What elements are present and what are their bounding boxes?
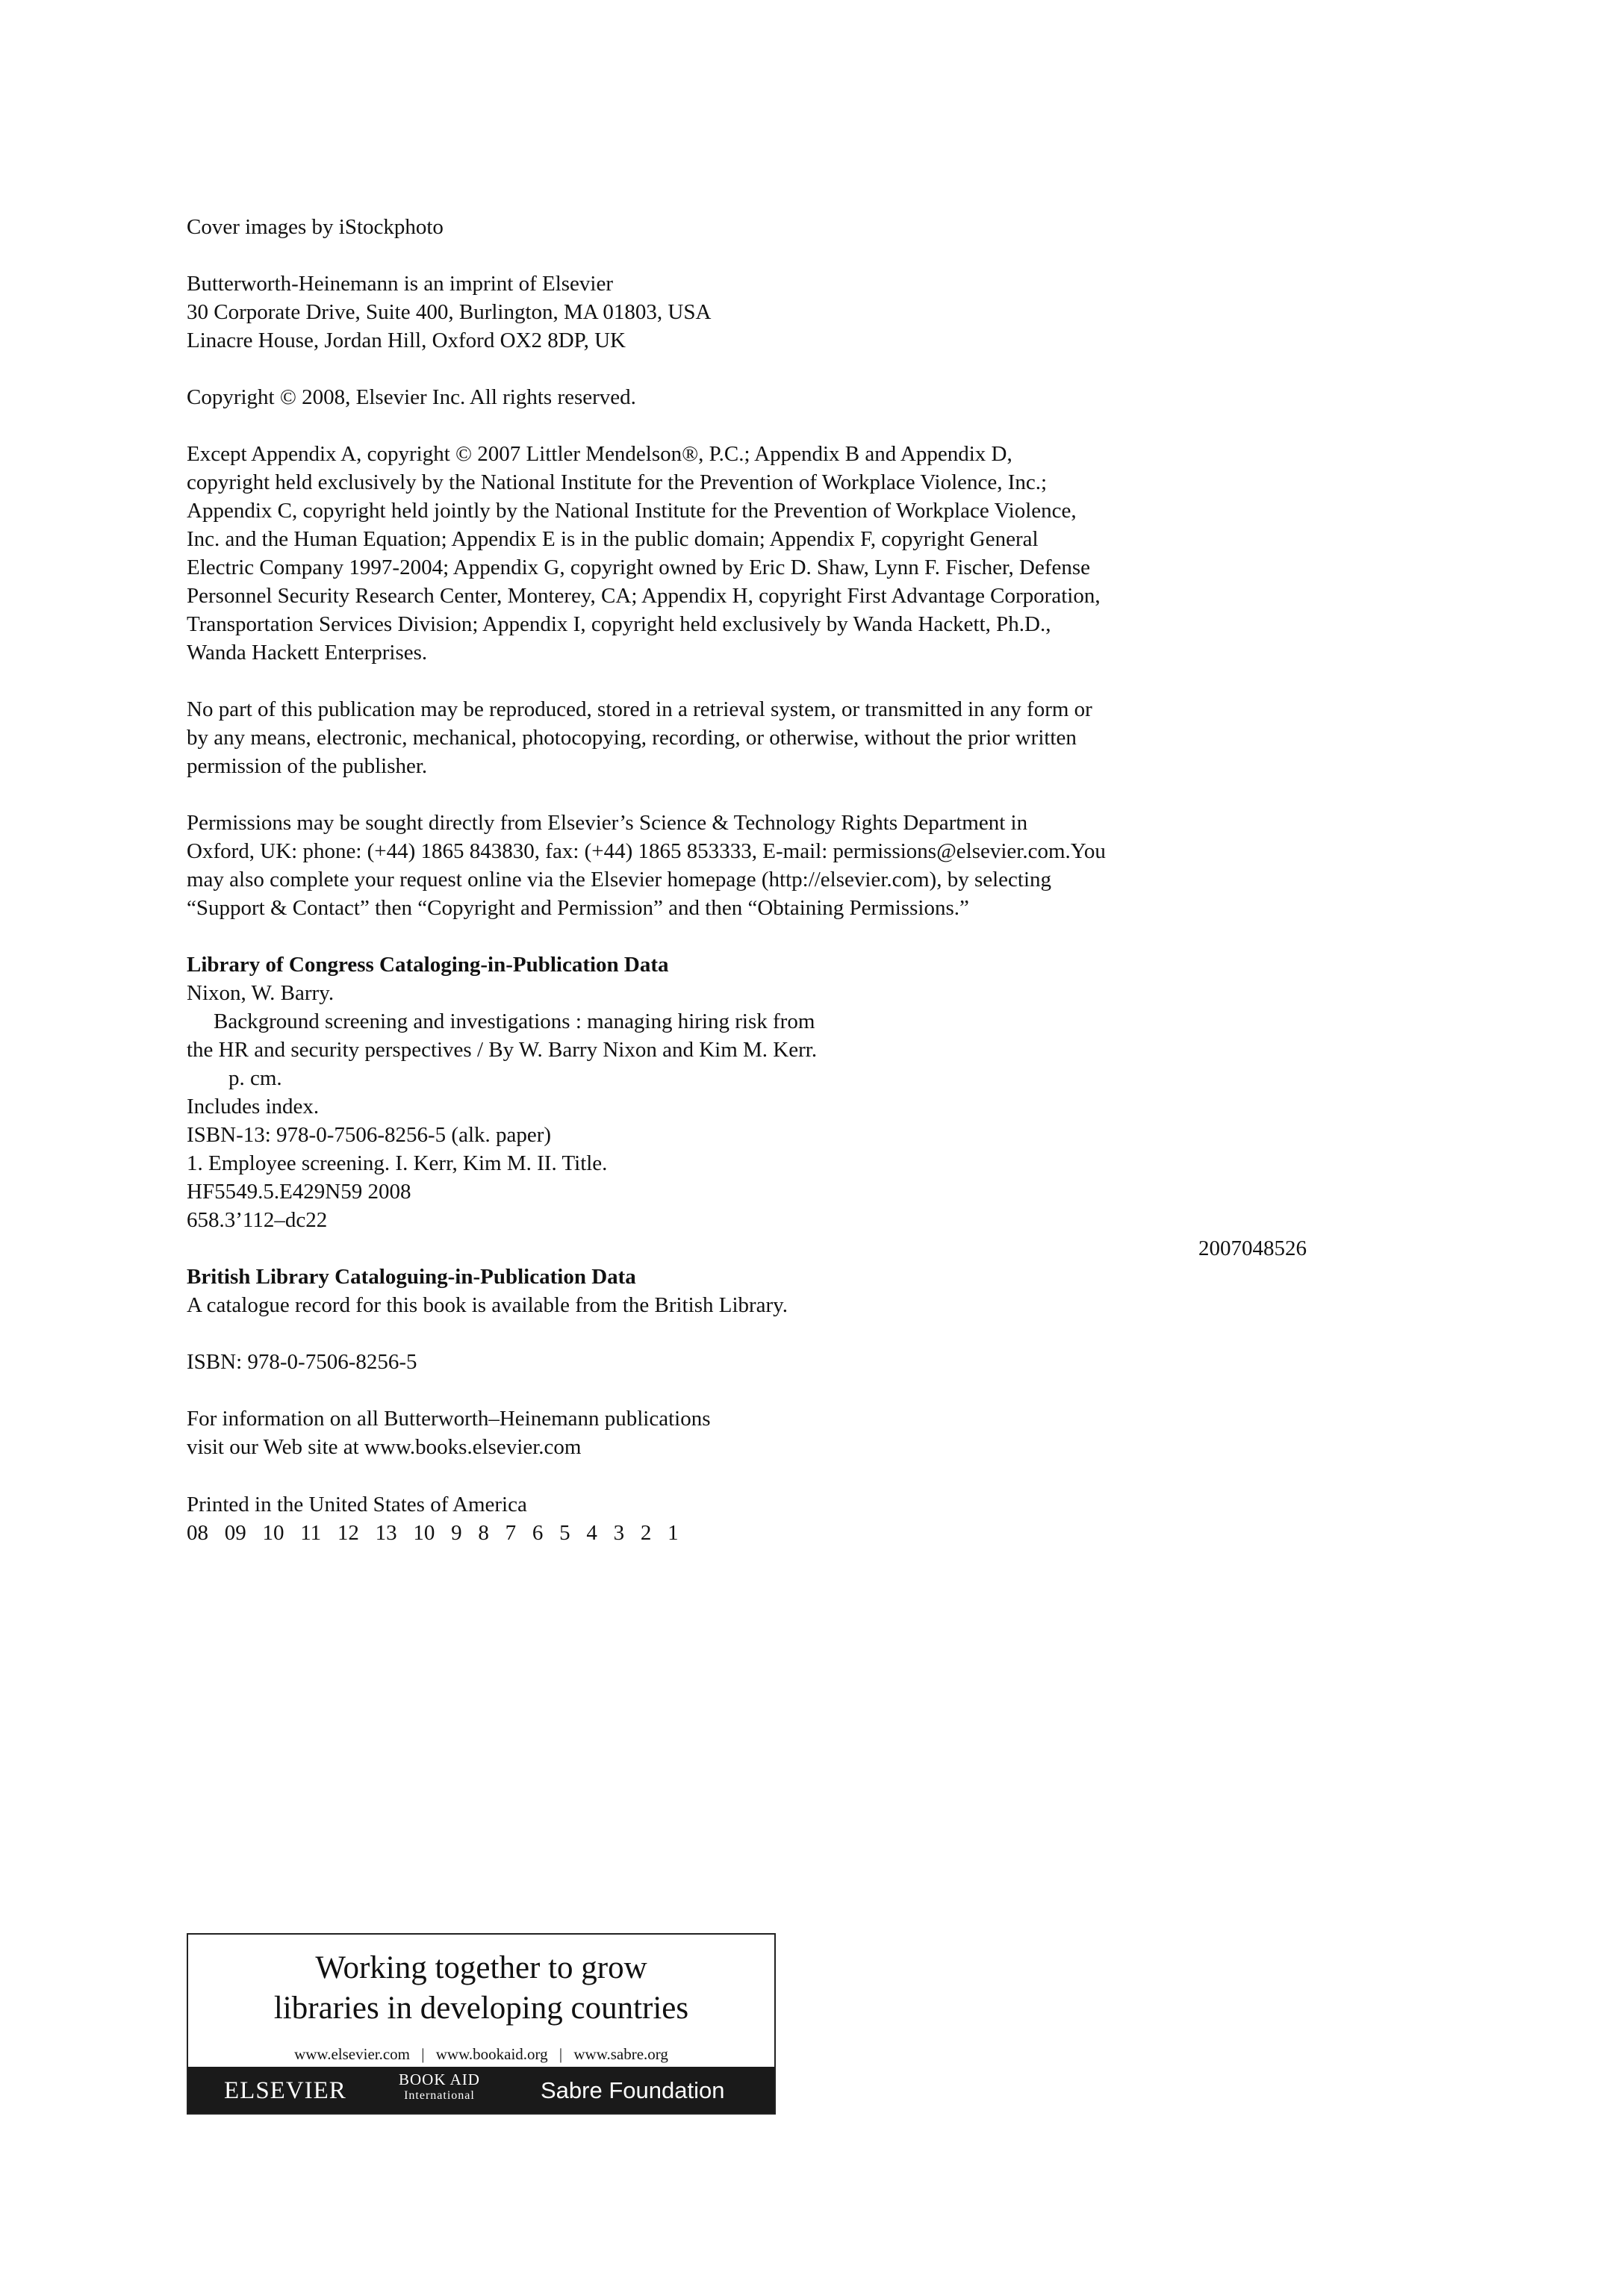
- loc-includes: Includes index.: [187, 1095, 320, 1119]
- link-separator: |: [421, 2045, 425, 2063]
- reproduction-notice: No part of this publication may be reproduced, stored in a retrieval system, or transmitted in any form or by any means, electronic, mechanical, photocopying, recording, or otherwise, without the prior written permission of the publisher.: [187, 697, 1092, 778]
- link-separator: |: [559, 2045, 563, 2063]
- sabre-logo: Sabre Foundation: [541, 2077, 725, 2103]
- loc-title: the HR and security perspectives / By W. Barry Nixon and Kim M. Kerr.: [187, 1038, 818, 1062]
- loc-dewey: 658.3’112–dc22: [187, 1208, 328, 1232]
- imprint-line: Linacre House, Jordan Hill, Oxford OX2 8DP, UK: [187, 329, 626, 352]
- info-block: For information on all Butterworth–Heinemann publications visit our Web site at www.books.elsevier.com: [187, 1407, 711, 1459]
- copyright-line: Copyright © 2008, Elsevier Inc. All rights reserved.: [187, 385, 636, 409]
- imprint-line: 30 Corporate Drive, Suite 400, Burlington, MA 01803, USA: [187, 300, 712, 324]
- partnership-banner: [187, 1933, 776, 2115]
- bookaid-logo: BOOK AID International: [399, 2071, 480, 2102]
- loc-title: Background screening and investigations : managing hiring risk from: [214, 1009, 815, 1033]
- british-library-block: [187, 1263, 1337, 1319]
- banner-links: [188, 2044, 774, 2065]
- banner-logo-bar: [188, 2067, 774, 2113]
- loc-lccn: 2007048526: [1198, 1236, 1307, 1260]
- printing-block: [187, 1490, 1337, 1547]
- permissions-notice: Permissions may be sought directly from Elsevier’s Science & Technology Rights Department in Oxford, UK: phone: (+44) 1865 843830, fax: (+44) 1865 853333, E-mail: permissions@elsevier.com.You may also complete your request online via the Elsevier homepage (http://elsevier.com), by selecting “Support & Contact” then “Copyright and Permission” and then “Obtaining Permissions.”: [187, 811, 1106, 920]
- imprint-line: Butterworth-Heinemann is an imprint of Elsevier: [187, 272, 613, 296]
- loc-heading: Library of Congress Cataloging-in-Publication Data: [187, 953, 669, 977]
- sabre-link[interactable]: www.sabre.org: [573, 2045, 668, 2063]
- bl-text: A catalogue record for this book is available from the British Library.: [187, 1293, 788, 1317]
- print-line: 08 09 10 11 12 13 10 9 8 7 6 5 4 3 2 1: [187, 1521, 679, 1545]
- banner-slogan: Working together to grow: [315, 1950, 647, 1985]
- bl-heading: British Library Cataloguing-in-Publication Data: [187, 1265, 636, 1289]
- imprint-block: [187, 270, 1337, 355]
- banner-slogan: libraries in developing countries: [273, 1991, 689, 2026]
- loc-pcm: p. cm.: [228, 1066, 282, 1090]
- printed-in: Printed in the United States of America: [187, 1493, 527, 1516]
- elsevier-link[interactable]: www.elsevier.com: [294, 2045, 411, 2063]
- loc-subjects: 1. Employee screening. I. Kerr, Kim M. II. Title.: [187, 1151, 608, 1175]
- appendix-copyright-block: Except Appendix A, copyright © 2007 Littler Mendelson®, P.C.; Appendix B and Appendix D, copyright held exclusively by the National Institute for the Prevention of Workplace Violence, Inc.; Appendix C, copyright held jointly by the National Institute for the Prevention of Workplace Violence, Inc. and the Human Equation; Appendix E is in the public domain; Appendix F, copyright General Electric Company 1997-2004; Appendix G, copyright owned by Eric D. Shaw, Lynn F. Fischer, Defense Personnel Security Research Center, Monterey, CA; Appendix H, copyright First Advantage Corporation, Transportation Services Division; Appendix I, copyright held exclusively by Wanda Hackett, Ph.D., Wanda Hackett Enterprises.: [187, 442, 1101, 665]
- loc-author: Nixon, W. Barry.: [187, 981, 335, 1005]
- isbn-line: ISBN: 978-0-7506-8256-5: [187, 1350, 417, 1374]
- loc-isbn13: ISBN-13: 978-0-7506-8256-5 (alk. paper): [187, 1123, 552, 1147]
- loc-cip-block: [187, 951, 1337, 1234]
- cover-credit: Cover images by iStockphoto: [187, 215, 444, 239]
- elsevier-logo: ELSEVIER: [224, 2077, 346, 2104]
- bookaid-link[interactable]: www.bookaid.org: [435, 2045, 548, 2063]
- loc-classification: HF5549.5.E429N59 2008: [187, 1180, 411, 1204]
